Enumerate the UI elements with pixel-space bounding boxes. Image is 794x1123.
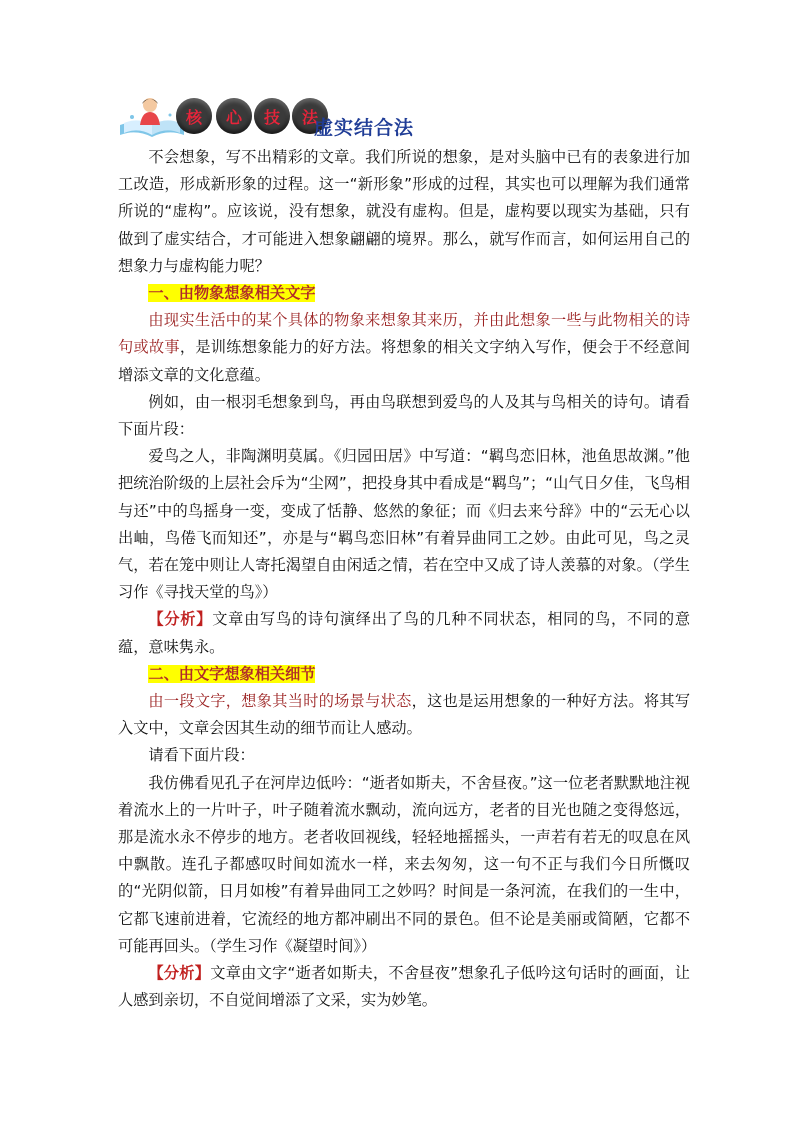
section1-excerpt: 爱鸟之人，非陶渊明莫属。《归园田居》中写道：“羁鸟恋旧林，池鱼思故渊。”他把统治阶级的上层社会斥为“尘网”，把投身其中看成是“羁鸟”；“山气日夕佳，飞鸟相与还”中的鸟摇身一变，变成了恬静、悠然的象征；而《归去来兮辞》中的“云无心以出岫，鸟倦飞而知还”，亦是与“羁鸟恋旧林”有着异曲同工之妙。由此可见，鸟之灵气，若在笼中则让人寄托渴望自由闲适之情，若在空中又成了诗人羡慕的对象。（学生习作《寻找天堂的鸟》） [118,447,690,602]
section1-example-intro: 例如，由一根羽毛想象到鸟，再由鸟联想到爱鸟的人及其与鸟相关的诗句。请看下面片段： [118,392,690,439]
page-title: 虚实结合法 [314,117,415,139]
intro-paragraph: 不会想象，写不出精彩的文章。我们所说的想象，是对头脑中已有的表象进行加工改造，形成新形象的过程。这一“新形象”形成的过程，其实也可以理解为我们通常所说的“虚构”。应该说，没有想象，就没有虚构。但是，虚构要以现实为基础，只有做到了虚实结合，才可能进入想象翩翩的境界。那么，就写作而言，如何运用自己的想象力与虚构能力呢？ [118,148,690,275]
section2-paragraph: 由一段文字，想象其当时的场景与状态，这也是运用想象的一种好方法。将其写入文中，文章会因其生动的细节而让人感动。 [118,692,691,738]
section1-analysis: 【分析】文章由写鸟的诗句演绎出了鸟的几种不同状态，相同的鸟，不同的意蕴，意味隽永。 [118,610,691,656]
highlighted-phrase: 由现实生活中的某个具体的物象来想象其来历，并由此想象一些与此物相关的诗句或故事 [118,311,690,357]
badge-char: 心 [216,98,252,134]
section2-analysis: 【分析】文章由文字“逝者如斯夫，不舍昼夜”想象孔子低吟这句话时的画面，让人感到亲切，不自觉间增添了文采，实为妙笔。 [118,964,690,1010]
highlighted-phrase: 由一段文字，想象其当时的场景与状态 [148,692,412,711]
section-header [118,95,478,139]
article-body [118,144,690,1015]
section-heading-2: 二、由文字想象相关细节 [148,664,316,683]
section1-paragraph: 由现实生活中的某个具体的物象来想象其来历，并由此想象一些与此物相关的诗句或故事，是训练想象能力的好方法。将想象的相关文字纳入写作，便会于不经意间增添文章的文化意蕴。 [118,311,691,384]
badge-char: 核 [176,98,212,134]
analysis-tag: 【分析】 [148,610,213,629]
section-heading-1: 一、由物象想象相关文字 [148,284,316,303]
section2-example-intro: 请看下面片段： [148,746,255,765]
badge-char: 法 [292,98,328,134]
section2-excerpt: 我仿佛看见孔子在河岸边低吟：“逝者如斯夫，不舍昼夜。”这一位老者默默地注视着流水上的一片叶子，叶子随着流水飘动，流向远方，老者的目光也随之变得悠远，那是流水永不停步的地方。老者收回视线，轻轻地摇摇头，一声若有若无的叹息在风中飘散。连孔子都感叹时间如流水一样，来去匆匆，这一句不正与我们今日所慨叹的“光阴似箭，日月如梭”有着异曲同工之妙吗？时间是一条河流，在我们的一生中，它都飞速前进着，它流经的地方都冲刷出不同的景色。但不论是美丽或简陋，它都不可能再回头。（学生习作《凝望时间》） [118,773,690,955]
badge-char: 技 [254,98,290,134]
analysis-tag: 【分析】 [148,964,211,983]
